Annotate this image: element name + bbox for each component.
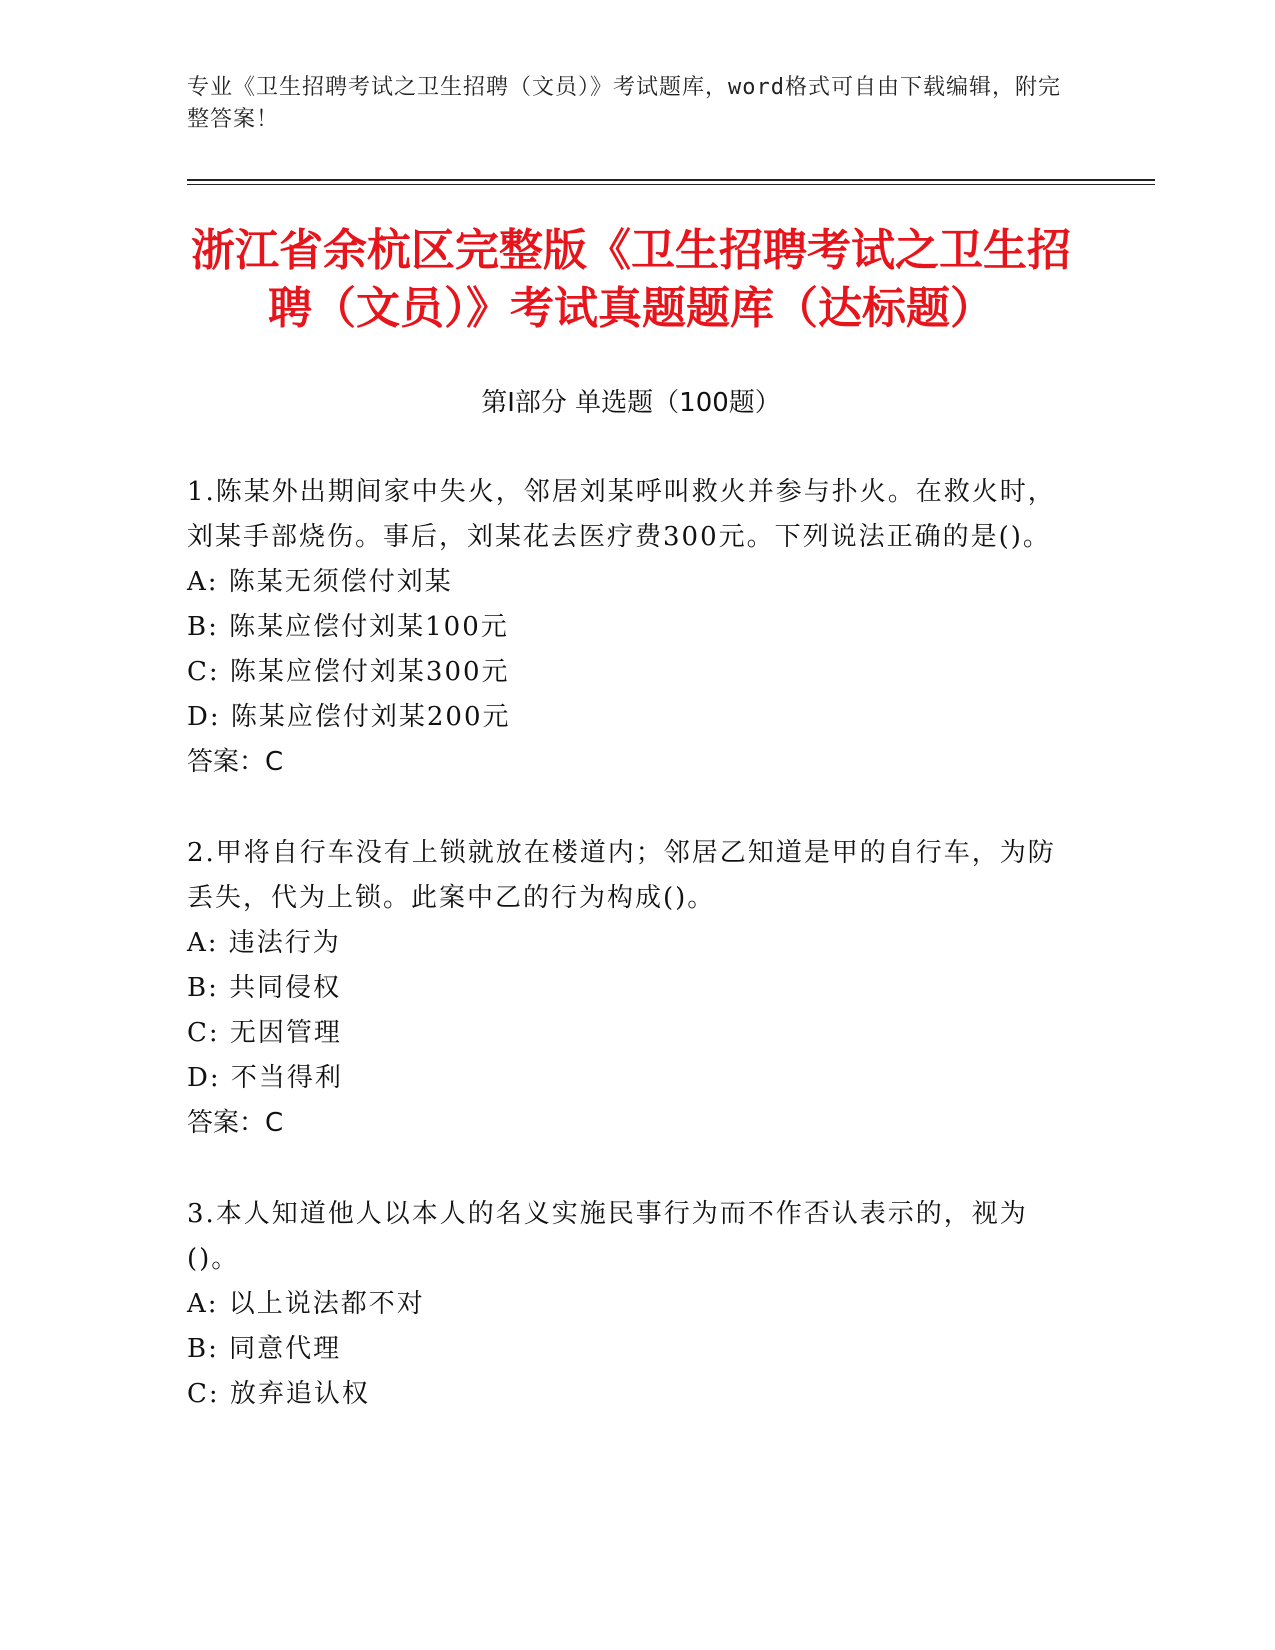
- option-a: A: 以上说法都不对: [187, 1289, 425, 1319]
- question-1: [187, 470, 1067, 785]
- option-b: B: 陈某应偿付刘某100元: [187, 612, 509, 642]
- option-a: A: 陈某无须偿付刘某: [187, 567, 453, 597]
- document-title: 浙江省余杭区完整版《卫生招聘考试之卫生招聘（文员）》考试真题题库（达标题）: [191, 225, 1071, 334]
- question-text: 2.甲将自行车没有上锁就放在楼道内；邻居乙知道是甲的自行车，为防丢失，代为上锁。此案中乙的行为构成()。: [187, 838, 1056, 913]
- header-rule-thick: [187, 179, 1155, 181]
- option-a: A: 违法行为: [187, 928, 341, 958]
- option-b: B: 共同侵权: [187, 973, 342, 1003]
- answer-line: 答案：C: [187, 1108, 284, 1138]
- option-d: D: 不当得利: [187, 1063, 343, 1093]
- header-note: 专业《卫生招聘考试之卫生招聘（文员）》考试题库，word格式可自由下载编辑，附完整答案！: [187, 75, 1061, 132]
- answer-line: 答案：C: [187, 747, 284, 777]
- option-b: B: 同意代理: [187, 1334, 342, 1364]
- option-c: C: 无因管理: [187, 1018, 342, 1048]
- section-heading: 第Ⅰ部分 单选题（100题）: [481, 388, 781, 418]
- header-rule-thin: [187, 184, 1155, 185]
- question-text: 1.陈某外出期间家中失火，邻居刘某呼叫救火并参与扑火。在救火时，刘某手部烧伤。事后，刘某花去医疗费300元。下列说法正确的是()。: [187, 477, 1056, 552]
- question-2: [187, 831, 1067, 1146]
- option-c: C: 放弃追认权: [187, 1379, 370, 1409]
- question-text: 3.本人知道他人以本人的名义实施民事行为而不作否认表示的，视为()。: [187, 1199, 1028, 1274]
- option-d: D: 陈某应偿付刘某200元: [187, 702, 511, 732]
- option-c: C: 陈某应偿付刘某300元: [187, 657, 510, 687]
- question-3: [187, 1192, 1067, 1417]
- question-list: [187, 470, 1067, 1463]
